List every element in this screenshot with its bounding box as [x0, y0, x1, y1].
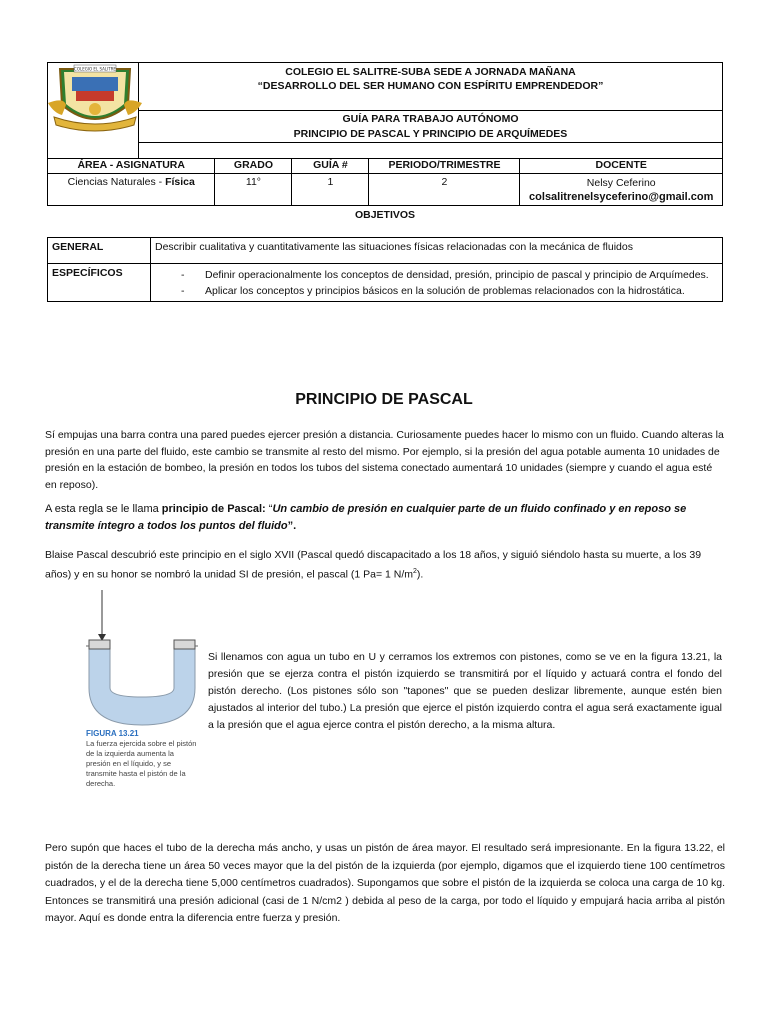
col-area: ÁREA - ASIGNATURA [48, 159, 215, 174]
header-table [47, 62, 723, 206]
logo-cell [48, 63, 139, 159]
docente-name: Nelsy Ceferino [586, 177, 656, 189]
area-subject: Física [165, 176, 195, 188]
col-grado: GRADO [215, 159, 292, 174]
paragraph-wider-tube: Pero supón que haces el tubo de la derecha más ancho, y usas un pistón de área mayor. El resultado será impresionante. En la figura 13.22, el pistón de la derecha tiene un área 50 veces mayor que la del pistón de la izquierda (por ejemplo, digamos que el izquierdo tiene 100 centímetros cuadrados, y el de la derecha tiene 5,000 centímetros cuadrados). Supongamos que sobre el pistón de la izquierda se coloca una carga de 10 kg. Entonces se transmitirá una presión adicional (casi de 1 N/cm2 ) debida al peso de la carga, por todo el líquido y empujará hacia arriba al pistón mayor. Aquí es donde entra la diferencia entre fuerza y presión. [45, 842, 725, 924]
list-dash: - [181, 269, 185, 281]
docente-email[interactable]: colsalitrenelsyceferino@gmail.com [529, 191, 714, 203]
figure-caption-text: La fuerza ejercida sobre el pistón de la izquierda aumenta la presión en el líquido, y se transmite hasta el pistón de la derecha. [86, 739, 197, 788]
figure-caption [86, 729, 198, 789]
paragraph-u-tube: Si llenamos con agua un tubo en U y cerramos los extremos con pistones, como se ve en la figura 13.21, la presión que se ejerza contra el pistón izquierdo se transmitirá por el líquido y actuará contra el fondo del pistón derecho. (Los pistones sólo son "tapones" que se pueden deslizar libremente, aunque estén bien ajustados al interior del tubo.) La presión que ejerce el pistón izquierdo contra el agua será exactamente igual a la presión que el agua ejerce contra el pistón derecho, a la misma altura. [208, 651, 722, 731]
paragraph-blaise [45, 547, 725, 583]
school-motto: “DESARROLLO DEL SER HUMANO CON ESPÍRITU EMPRENDEDOR” [257, 80, 604, 92]
guide-type: GUÍA PARA TRABAJO AUTÓNOMO [342, 113, 519, 125]
guide-title-cell [139, 111, 723, 143]
objetivos-title: OBJETIVOS [354, 209, 416, 221]
left-piston [89, 640, 110, 649]
col-periodo: PERIODO/TRIMESTRE [369, 159, 520, 174]
rule-quote-open: “ [265, 503, 273, 515]
school-name: COLEGIO EL SALITRE-SUBA SEDE A JORNADA MAÑANA [285, 66, 576, 78]
grado-value: 11° [215, 174, 292, 206]
figure-label: FIGURA 13.21 [86, 729, 139, 738]
area-prefix: Ciencias Naturales - [67, 176, 166, 188]
rule-quote-close: ”. [287, 519, 297, 532]
docente-value [520, 174, 723, 206]
logo-text: COLEGIO EL SALITRE [74, 66, 116, 72]
section-title: PRINCIPIO DE PASCAL [295, 391, 473, 408]
list-item-text: Aplicar los conceptos y principios básicos en la solución de problemas relacionados con la hidrostática. [205, 285, 685, 297]
u-tube-water [89, 648, 195, 725]
col-docente: DOCENTE [520, 159, 723, 174]
paragraph-intro: Sí empujas una barra contra una pared puedes ejercer presión a distancia. Curiosamente puedes hacer lo mismo con un fluido. Cuando alteras la presión en una parte del fluido, este cambio se transmite al resto del mismo. Por ejemplo, si la presión del agua potable aumenta 10 unidades de presión en la estación de bombeo, la presión en todos los tubos del sistema conectado aumentará 10 unidades (siempre y cuando el agua esté en reposo). [45, 429, 724, 491]
u-tube-figure [86, 588, 198, 728]
rule-quote: Un cambio de presión en cualquier parte de un fluido confinado y en reposo se transmite íntegro a todos los puntos del fluido [45, 503, 687, 532]
list-item-text: Definir operacionalmente los conceptos de densidad, presión, principio de pascal y principio de Arquímedes. [205, 269, 709, 281]
periodo-value: 2 [369, 174, 520, 206]
right-piston [174, 640, 195, 649]
rule-bold: principio de Pascal: [161, 503, 266, 515]
guide-topic: PRINCIPIO DE PASCAL Y PRINCIPIO DE ARQUÍMEDES [293, 128, 568, 140]
paragraph-pascal-rule [45, 501, 725, 534]
general-label: GENERAL [48, 238, 151, 264]
objetivos-table [47, 237, 723, 302]
guia-value: 1 [292, 174, 369, 206]
area-value [48, 174, 215, 206]
blaise-end: ). [416, 568, 424, 580]
school-crest-icon [46, 59, 144, 137]
blaise-sup: 2 [413, 567, 417, 575]
list-dash: - [181, 285, 185, 297]
especificos-label: ESPECÍFICOS [48, 264, 151, 302]
rule-prefix: A esta regla se le llama [45, 503, 162, 515]
list-item [155, 267, 718, 283]
especificos-cell [151, 264, 723, 302]
spacer-cell [139, 143, 723, 159]
blaise-text: Blaise Pascal descubrió este principio en el siglo XVII (Pascal quedó discapacitado a los 18 años, y siguió siéndolo hasta su muerte, a los 39 años) y en su honor se nombró la unidad SI de presión, el pascal (1 Pa= 1 N/m [45, 549, 702, 580]
especificos-list [155, 267, 718, 299]
general-text: Describir cualitativa y cuantitativamente las situaciones físicas relacionadas con la mecánica de fluidos [151, 238, 723, 264]
col-guia: GUÍA # [292, 159, 369, 174]
list-item [155, 283, 718, 299]
school-header-cell [139, 63, 723, 111]
